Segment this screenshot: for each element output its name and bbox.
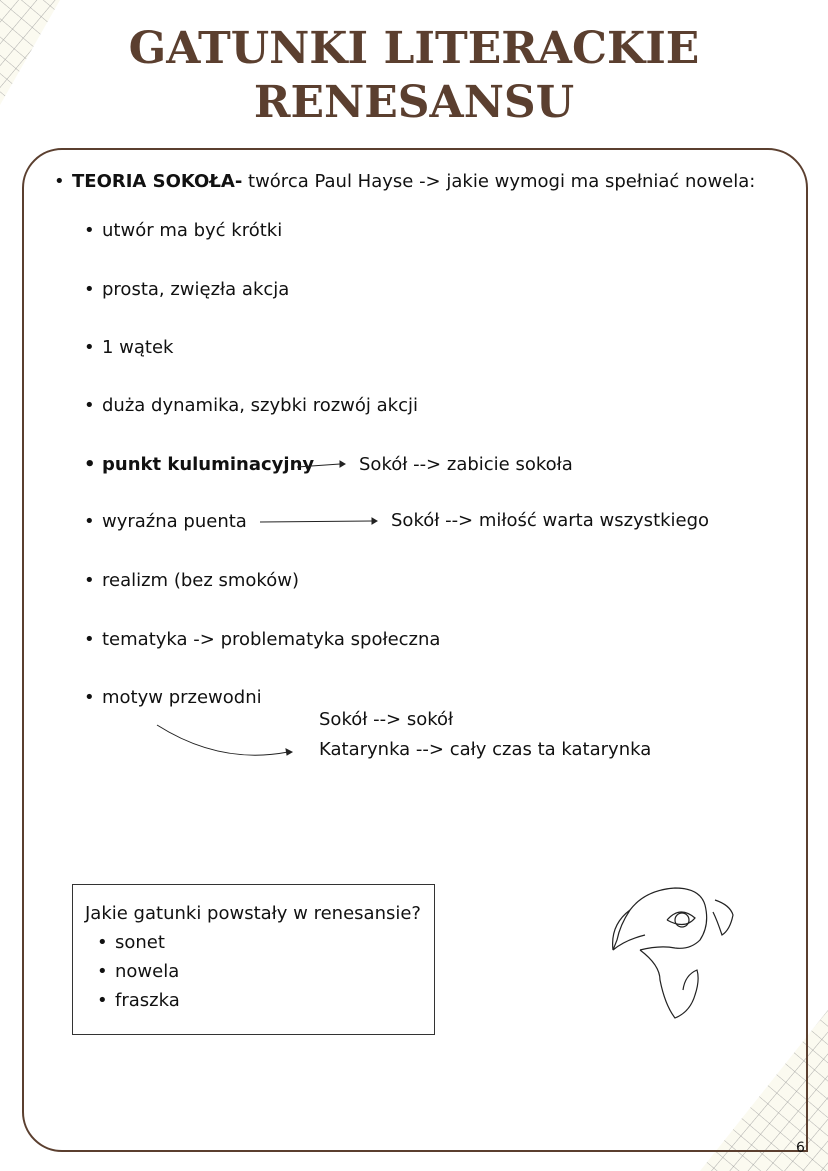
answer-item: • nowela	[115, 961, 179, 982]
falcon-head-illustration	[605, 880, 740, 1020]
list-item: • utwór ma być krótki	[102, 220, 282, 241]
note-puenta: Sokół --> miłość warta wszystkiego	[391, 510, 710, 531]
note-kulminacja: Sokół --> zabicie sokoła	[359, 454, 573, 475]
intro-bold: TEORIA SOKOŁA-	[72, 171, 243, 192]
intro-text: twórca Paul Hayse -> jakie wymogi ma spełniać nowela:	[242, 171, 756, 192]
list-item: • motyw przewodni	[102, 687, 262, 708]
title-line-2: RENESANSU	[253, 77, 575, 128]
answer-item: • sonet	[115, 932, 165, 953]
list-item: • 1 wątek	[102, 337, 173, 358]
curved-arrow-icon	[157, 725, 288, 755]
page-number: 6	[796, 1140, 805, 1156]
list-item: • prosta, zwięzła akcja	[102, 279, 289, 300]
arrow-icon	[297, 464, 340, 467]
list-item: • tematyka -> problematyka społeczna	[102, 629, 440, 650]
list-item: • duża dynamika, szybki rozwój akcji	[102, 395, 418, 416]
list-item: • wyraźna puenta	[102, 511, 247, 532]
list-item: • realizm (bez smoków)	[102, 570, 299, 591]
answer-item: • fraszka	[115, 990, 180, 1011]
note-motyw-1: Sokół --> sokół	[319, 709, 454, 730]
question: Jakie gatunki powstały w renesansie?	[85, 903, 421, 924]
question-box	[72, 884, 435, 1035]
list-item: • punkt kuluminacyjny	[102, 454, 314, 475]
title-line-1: GATUNKI LITERACKIE	[128, 23, 700, 74]
note-motyw-2: Katarynka --> cały czas ta katarynka	[319, 739, 652, 760]
arrow-icon	[260, 521, 372, 522]
